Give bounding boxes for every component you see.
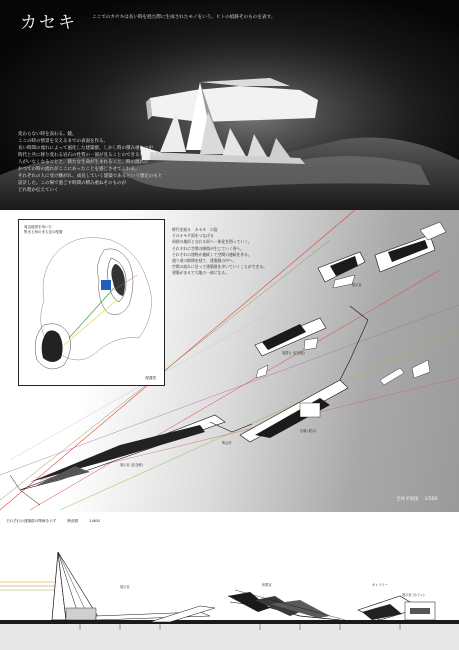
plan-room-label: 展望台 (記念館): [282, 351, 305, 355]
plan-caption: [396, 496, 437, 502]
section-header-left: それぞれの建築群の関係を示す: [6, 519, 57, 523]
plan-description-line: 通り道の隙間を経て、建築群の中へ、: [172, 258, 237, 264]
plan-room-label: 展示室 (記念館): [120, 463, 143, 467]
section-header-right: 断面図: [67, 519, 79, 523]
section-room-label: ギャラリー: [372, 583, 388, 587]
site-map-note-line: 周辺地図を用いた: [24, 225, 52, 229]
photo-description-line: ここの時の情景を交えるまでの表面を作る。: [18, 139, 108, 144]
plan-description: [172, 227, 282, 277]
plan-room-label: 集会所: [222, 441, 232, 445]
plan-description-line: 空間の流れに沿って建築群を歩いていくことができる。: [172, 264, 267, 270]
photo-description-line: 人がいなくなることと、新たな生命が生まれること。時の流れに: [18, 160, 149, 165]
board-title: カセキ: [20, 13, 77, 33]
board-tagline: ここでのカセキは長い時を経た際に生成されたモノをいう。ヒトの痕跡そのものを表す。: [92, 15, 276, 20]
photo-description-line: どれ程か伝えていく: [18, 188, 59, 193]
plan-description-line: それぞれに空間の隙間が生じていく形へ。: [172, 245, 245, 251]
photo-description: [18, 131, 178, 194]
section-drawing: [0, 512, 459, 650]
section-room-label: 展示室: [120, 585, 130, 589]
plan-room-label: 広場 (展示): [300, 429, 317, 433]
site-plan-panel: [0, 210, 459, 512]
plan-description-line: それぞれの建物が連続して空間の連続を作る。: [172, 251, 252, 257]
plan-caption-name: 全体平面図: [396, 497, 419, 502]
photo-description-line: かつての時の流れがここにあったことを感じさせてくれる。: [18, 167, 140, 172]
photo-description-line: 長い時間の流れによって風化した建築群。しかし時の積み重ねの中: [18, 146, 153, 151]
section-header-scale: 1/400: [89, 519, 100, 523]
section-room-label: 休憩室: [262, 583, 272, 587]
plan-description-line: 周囲の地形と交わる形へ一体化を図っていく。: [172, 239, 252, 245]
plan-description-line: そのオモテ面をつなげる: [172, 233, 214, 239]
photo-description-line: それぞれの人に受け継がれ、成長していく建築であるという想定のもと: [18, 174, 163, 179]
site-map-note: [24, 225, 63, 235]
site-map-note-line: 集まる形のまち並の配置: [24, 230, 63, 234]
section-panel: [0, 512, 459, 650]
photo-description-line: 変わらない時を表わる。鏡。: [18, 132, 77, 137]
plan-description-line: 建築がまるで大地の一部になる。: [172, 270, 229, 276]
site-map-drawing: [19, 220, 164, 385]
plan-room-label: 展示室: [352, 283, 362, 287]
site-map-label: 配置図: [145, 376, 156, 380]
plan-caption-scale: 1/500: [424, 497, 438, 502]
model-photo-panel: [0, 0, 459, 210]
plan-description-line: 時代を経る カセキ の島: [172, 227, 218, 232]
photo-description-line: 時代と共に移り変わる岩石の性質の一部が見ることのできる空間である。: [18, 153, 167, 158]
section-room-label: 展示室 (カフェ): [402, 593, 425, 597]
photo-description-line: 設計した。この場で過ごす時間の積み重ねそのものが: [18, 181, 126, 186]
site-map-inset: [18, 219, 165, 386]
